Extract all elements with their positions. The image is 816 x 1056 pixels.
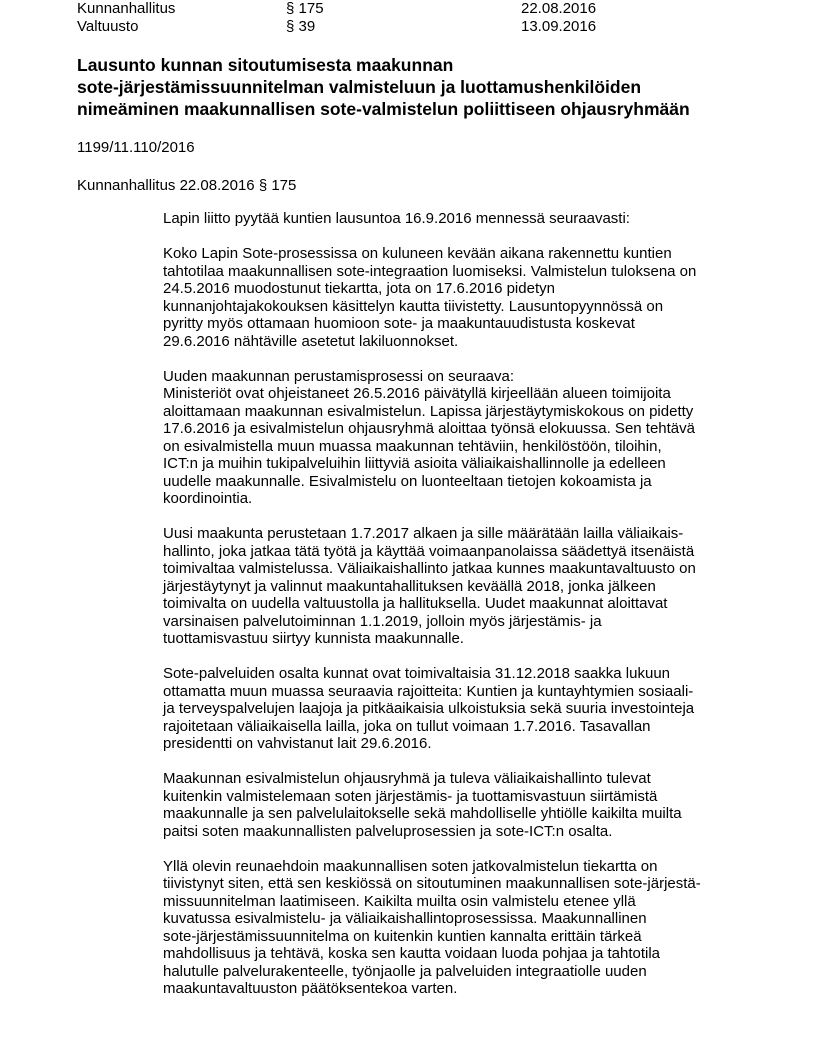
meta-section: § 175 — [286, 0, 324, 17]
text-line: Uusi maakunta perustetaan 1.7.2017 alkaen ja sille määrätään lailla väliaikais- — [163, 525, 684, 542]
text-line: Koko Lapin Sote-prosessissa on kuluneen kevään aikana rakennettu kuntien — [163, 245, 672, 262]
diary-number: 1199/11.110/2016 — [77, 139, 195, 156]
paragraph — [163, 210, 701, 228]
text-line: Ministeriöt ovat ohjeistaneet 26.5.2016 päivätyllä kirjeellään alueen toimijoita — [163, 385, 671, 402]
text-line: hallinto, joka jatkaa tätä työtä ja käyttää voimaanpanolaissa säädettyä itsenäistä — [163, 542, 695, 560]
paragraph — [163, 368, 701, 508]
paragraph — [163, 245, 701, 350]
text-line: Yllä olevin reunaehdoin maakunnallisen soten jatkovalmistelun tiekartta on — [163, 857, 658, 875]
text-line: Sote-palveluiden osalta kunnat ovat toimivaltaisia 31.12.2018 saakka lukuun — [163, 665, 670, 682]
text-line: tuottamisvastuu siirtyy kunnista maakunnalle. — [163, 630, 464, 647]
meta-row — [77, 18, 777, 36]
paragraph — [163, 525, 701, 648]
text-line: järjestäytynyt ja valinnut maakuntahallituksen keväällä 2018, jonka jälkeen — [163, 577, 656, 595]
text-line: ottamatta muun muassa seuraavia rajoitteita: Kuntien ja kuntayhtymien sosiaali- — [163, 682, 694, 700]
text-line: 29.6.2016 nähtäville asetetut lakiluonnokset. — [163, 332, 459, 350]
meeting-meta — [77, 0, 777, 36]
text-line: Maakunnan esivalmistelun ohjausryhmä ja tuleva väliaikaishallinto tulevat — [163, 770, 651, 787]
text-line: maakuntavaltuuston päätöksentekoa varten. — [163, 980, 458, 997]
text-line: uudelle maakunnalle. Esivalmistelu on luonteeltaan tietojen kokoamista ja — [163, 472, 652, 490]
document-title — [77, 54, 690, 120]
text-line: paitsi soten maakunnallisten palveluprosessien ja sote-ICT:n osalta. — [163, 822, 613, 840]
text-line: Uuden maakunnan perustamisprosessi on seuraava: — [163, 367, 515, 385]
meeting-reference: Kunnanhallitus 22.08.2016 § 175 — [77, 177, 297, 194]
text-line: kunnanjohtajakokouksen käsittelyn kautta tiivistetty. Lausuntopyynnössä on — [163, 297, 664, 315]
text-line: missuunnitelman laatimiseen. Kaikilta muilta osin valmistelu etenee yllä — [163, 892, 636, 910]
document-body — [163, 210, 701, 1015]
text-line: on esivalmistella muun muassa maakunnan tehtäviin, henkilöstöön, tiloihin, — [163, 437, 662, 455]
meta-date: 13.09.2016 — [521, 18, 597, 35]
paragraph — [163, 770, 701, 840]
text-line: toimivalta on uudella valtuustolla ja hallituksella. Uudet maakunnat aloittavat — [163, 595, 668, 612]
text-line: varsinaisen palvelutoiminnan 1.1.2019, jolloin myös järjestämis- ja — [163, 612, 602, 630]
text-line: koordinointia. — [163, 490, 253, 507]
meta-body: Valtuusto — [77, 18, 139, 35]
text-line: tahtotilaa maakunnallisen sote-integraation luomiseksi. Valmistelun tuloksena on — [163, 262, 697, 280]
text-line: maakunnalle ja sen palvelulaitokselle sekä mahdolliselle yhtiölle kaikilta muilta — [163, 805, 682, 822]
text-line: kuitenkin valmistelemaan soten järjestämis- ja tuottamisvastuun siirtämistä — [163, 787, 658, 805]
title-line: nimeäminen maakunnallisen sote-valmistelun poliittiseen ohjausryhmään — [77, 99, 690, 119]
text-line: 17.6.2016 ja esivalmistelun ohjausryhmä aloittaa työnsä elokuussa. Sen tehtävä — [163, 420, 695, 437]
paragraph — [163, 858, 701, 998]
meta-date: 22.08.2016 — [521, 0, 597, 17]
text-line: pyritty myös ottamaan huomioon sote- ja maakuntauudistusta koskevat — [163, 315, 635, 332]
text-line: rajoitetaan väliaikaisella lailla, joka on tullut voimaan 1.7.2016. Tasavallan — [163, 717, 651, 735]
text-line: halutulle palvelurakenteelle, työnjaolle ja palveluiden integraatiolle uuden — [163, 962, 647, 980]
text-line: mahdollisuus ja tehtävä, koska sen kautta voidaan luoda pohjaa ja tahtotila — [163, 945, 660, 962]
meta-body: Kunnanhallitus — [77, 0, 176, 17]
text-line: toimivaltaa valmistelussa. Väliaikaishallinto jatkaa kunnes maakuntavaltuusto on — [163, 560, 696, 577]
text-line: ja terveyspalvelujen laajoja ja pitkäaikaisia ulkoistuksia sekä suuria investointeja — [163, 700, 695, 717]
text-line: aloittamaan maakunnan esivalmistelun. Lapissa järjestäytymiskokous on pidetty — [163, 402, 694, 420]
paragraph — [163, 665, 701, 753]
text-line: presidentti on vahvistanut lait 29.6.2016. — [163, 735, 432, 752]
meta-section: § 39 — [286, 18, 316, 35]
text-line: Lapin liitto pyytää kuntien lausuntoa 16.9.2016 mennessä seuraavasti: — [163, 210, 630, 227]
text-line: ICT:n ja muihin tukipalveluihin liittyviä asioita väliaikaishallinnolle ja edelleen — [163, 455, 666, 472]
text-line: 24.5.2016 muodostunut tiekartta, jota on 17.6.2016 pidetyn — [163, 280, 555, 297]
text-line: kuvatussa esivalmistelu- ja väliaikaishallintoprosessissa. Maakunnallinen — [163, 910, 647, 927]
text-line: tiivistynyt siten, että sen keskiössä on sitoutuminen maakunnallisen sote-järjestä- — [163, 875, 701, 892]
meta-row — [77, 0, 777, 18]
title-line: Lausunto kunnan sitoutumisesta maakunnan — [77, 55, 454, 75]
text-line: sote-järjestämissuunnitelma on kuitenkin kuntien kannalta erittäin tärkeä — [163, 927, 642, 945]
title-line: sote-järjestämissuunnitelman valmisteluun ja luottamushenkilöiden — [77, 77, 642, 97]
